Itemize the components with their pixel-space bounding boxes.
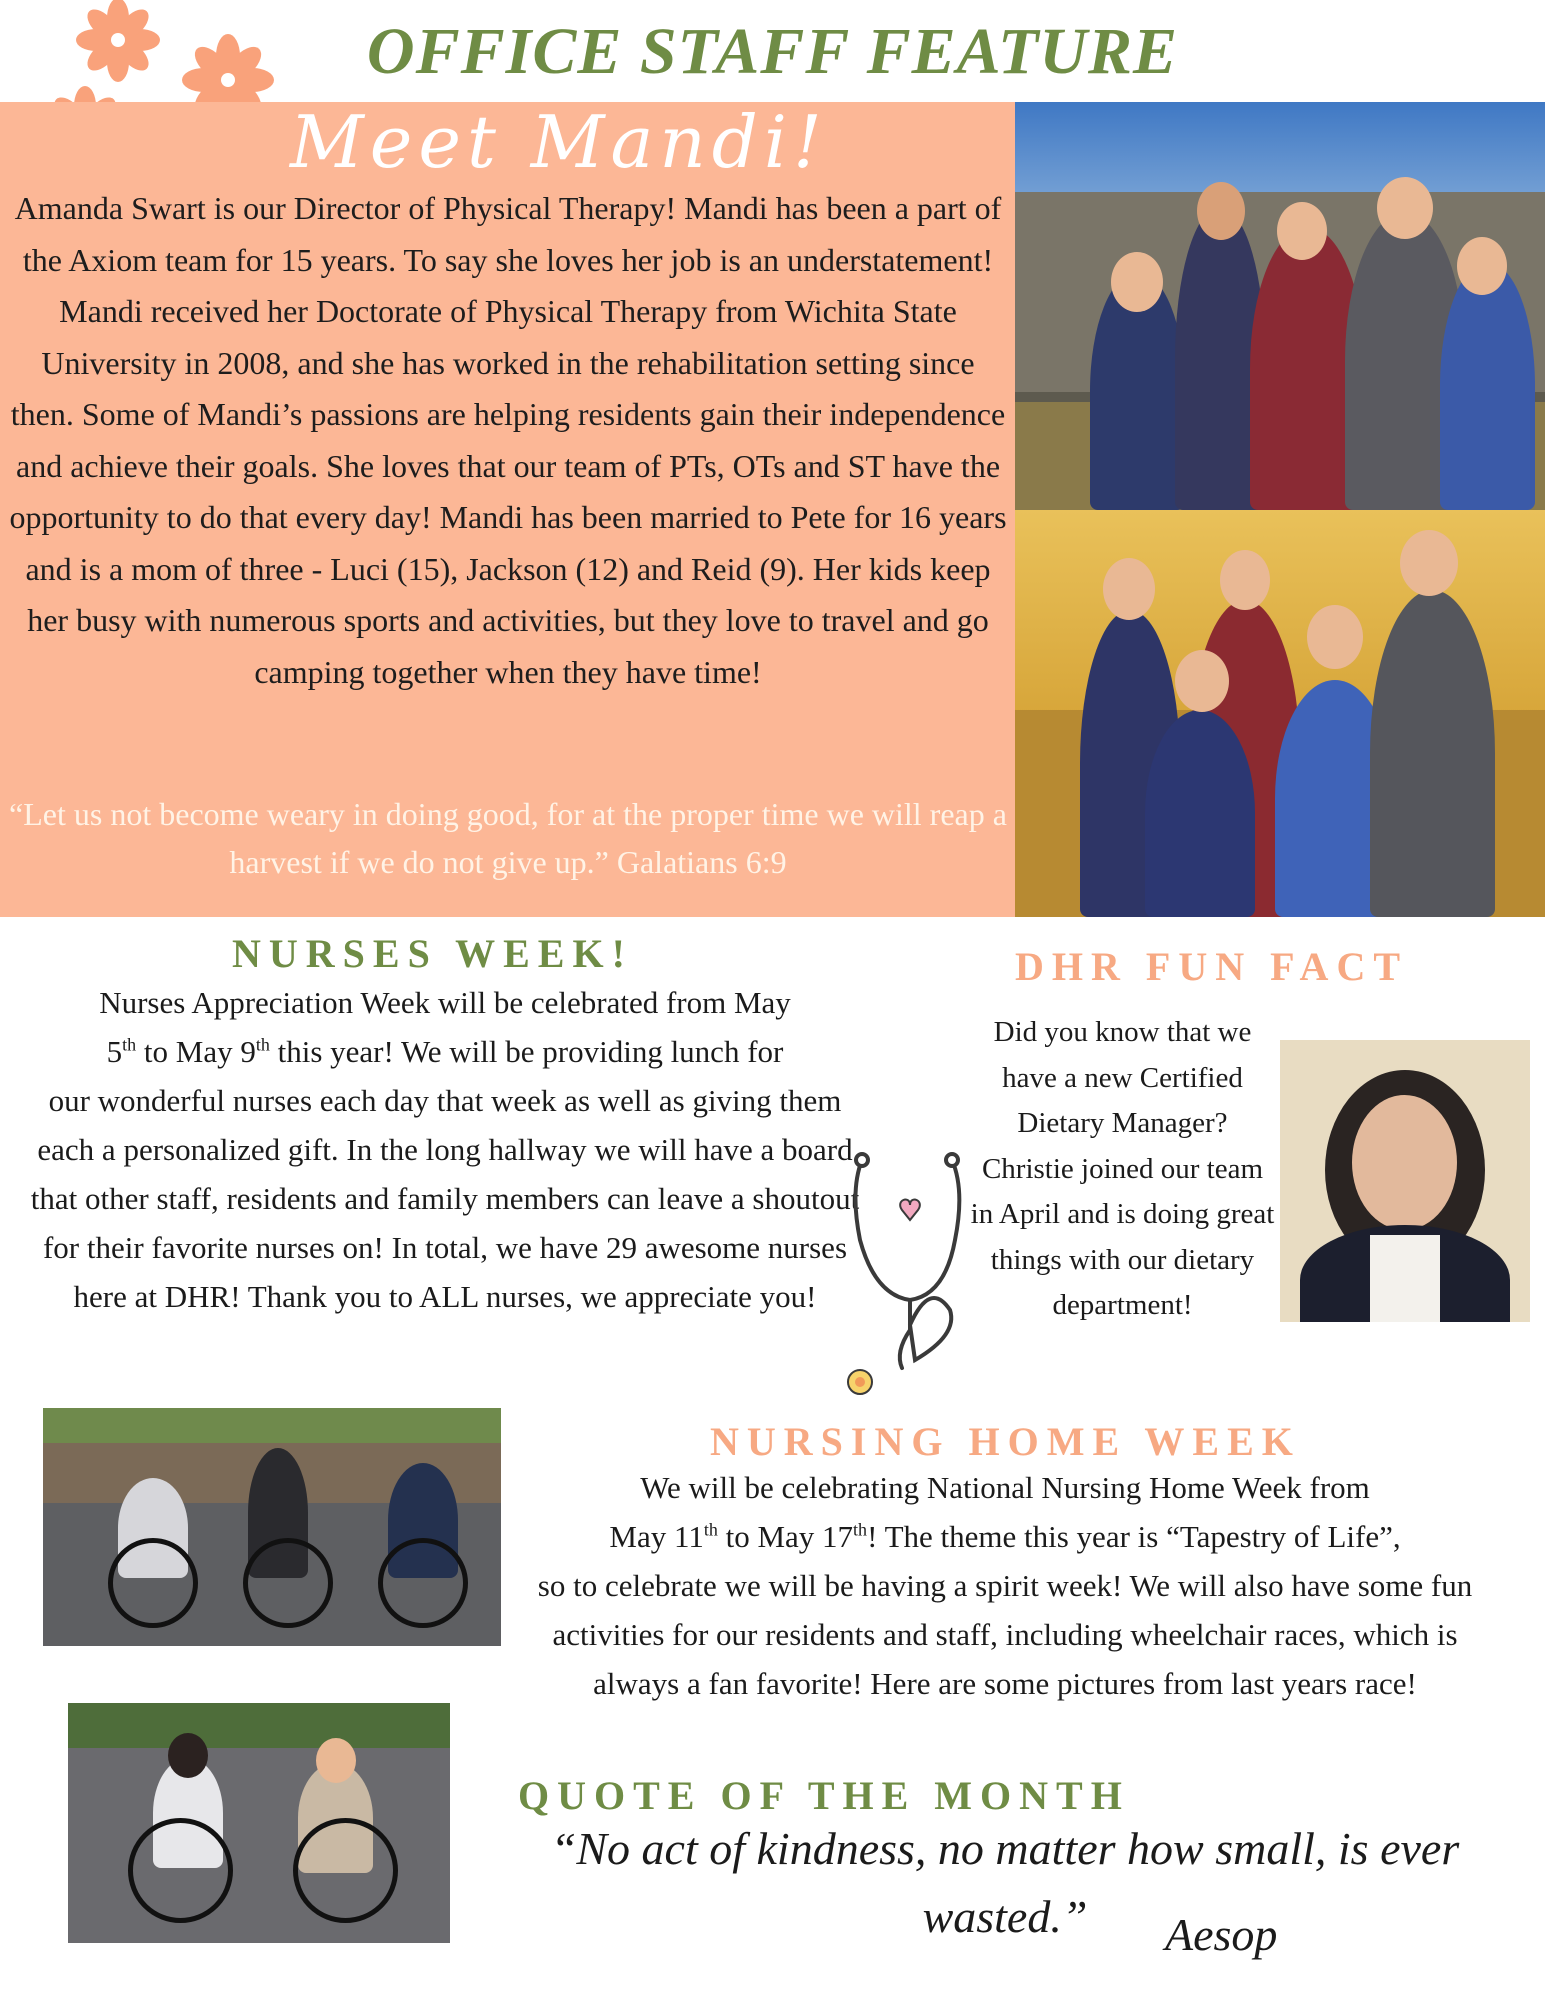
date-end-day: to May 9 xyxy=(136,1034,256,1069)
nursing-home-week-heading: NURSING HOME WEEK xyxy=(710,1419,1301,1464)
nursing-home-week-line-2-rest: ! The theme this year is “Tapestry of Life”, xyxy=(867,1519,1401,1554)
stethoscope-icon xyxy=(840,1130,980,1400)
nurses-week-rest: our wonderful nurses each day that week as well as giving them each a personalized gift. In the long hallway we will have a board that other staff, residents and family members can leave a shoutout for their favorite nurses on! In total, we have 29 awesome nurses here at DHR! Thank you to ALL nurses, we appreciate you! xyxy=(30,1083,860,1314)
fun-fact-text: Did you know that we have a new Certified Dietary Manager? Christie joined our team in April and is doing great things with our dietary department! xyxy=(970,1016,1275,1321)
christie-photo xyxy=(1280,1040,1530,1322)
quote-text: “No act of kindness, no matter how small, is ever wasted.” xyxy=(550,1823,1460,1942)
fun-fact-heading: DHR FUN FACT xyxy=(1015,944,1409,989)
family-photo-1 xyxy=(1015,102,1545,510)
end-date: to May 17 xyxy=(717,1519,854,1554)
ordinal-suffix: th xyxy=(703,1519,718,1540)
page-title: OFFICE STAFF FEATURE xyxy=(366,15,1179,88)
quote-heading: QUOTE OF THE MONTH xyxy=(518,1773,1130,1818)
nurses-week-heading: NURSES WEEK! xyxy=(232,931,633,976)
feature-verse: “Let us not become weary in doing good, for at the proper time we will reap a harvest if we do not give up.” Galatians 6:9 xyxy=(9,796,1007,880)
date-start-day: 5 xyxy=(106,1034,123,1069)
feature-heading: Meet Mandi! xyxy=(290,100,828,184)
nursing-home-week-line-1: We will be celebrating National Nursing Home Week from xyxy=(640,1470,1370,1505)
nurses-week-line-2-rest: this year! We will be providing lunch for xyxy=(269,1034,784,1069)
ordinal-suffix: th xyxy=(853,1519,868,1540)
nursing-home-week-line-2 xyxy=(520,1512,1490,1561)
family-photo-2 xyxy=(1015,510,1545,917)
nurses-week-line-1: Nurses Appreciation Week will be celebrated from May xyxy=(99,985,791,1020)
nurses-week-line-2 xyxy=(20,1027,870,1076)
quote-author: Aesop xyxy=(1165,1909,1278,1960)
nursing-home-week-rest: so to celebrate we will be having a spirit week! We will also have some fun activities for our residents and staff, including wheelchair races, which is always a fan favorite! Here are some pictures from last years race! xyxy=(537,1568,1473,1701)
ordinal-suffix: th xyxy=(122,1034,137,1055)
nurses-week-text xyxy=(20,978,870,1321)
start-date: May 11 xyxy=(609,1519,704,1554)
wheelchair-race-photo-2 xyxy=(68,1703,450,1943)
ordinal-suffix: th xyxy=(255,1034,270,1055)
wheelchair-race-photo-1 xyxy=(43,1408,501,1646)
feature-bio: Amanda Swart is our Director of Physical Therapy! Mandi has been a part of the Axiom team for 15 years. To say she loves her job is an understatement! Mandi received her Doctorate of Physical Therapy from Wichita State University in 2008, and she has worked in the rehabilitation setting since then. Some of Mandi’s passions are helping residents gain their independence and achieve their goals. She loves that our team of PTs, OTs and ST have the opportunity to do that every day! Mandi has been married to Pete for 16 years and is a mom of three - Luci (15), Jackson (12) and Reid (9). Her kids keep her busy with numerous sports and activities, but they love to travel and go camping together when they have time! xyxy=(9,190,1007,690)
nursing-home-week-text xyxy=(520,1463,1490,1708)
